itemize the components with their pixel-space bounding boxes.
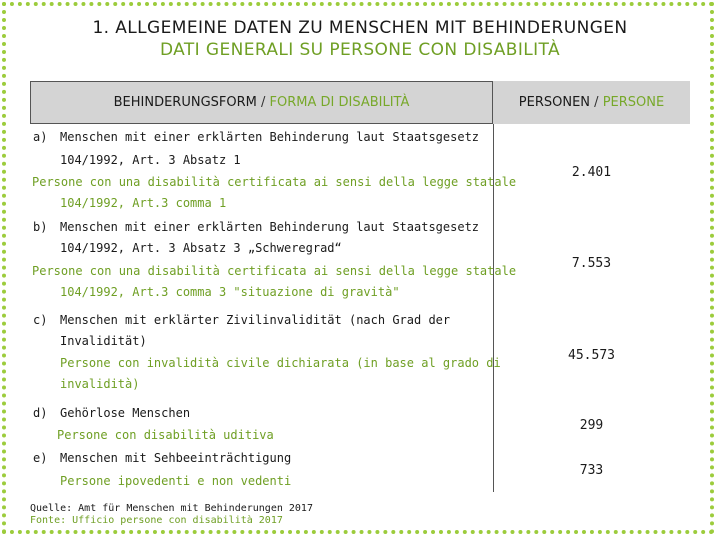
row-c-german-line1: Menschen mit erklärter Zivilinvalidität (nach Grad der — [60, 313, 451, 327]
row-b-italian-line2: 104/1992, Art.3 comma 3 "situazione di gravità" — [60, 285, 400, 299]
row-b-german-line1: Menschen mit einer erklärten Behinderung laut Staatsgesetz — [60, 220, 480, 234]
header-persons — [493, 81, 690, 124]
source-italian: Fonte: Ufficio persone con disabilità 2017 — [30, 515, 283, 526]
row-a-italian-line1: Persone con una disabilità certificata ai sensi della legge statale — [32, 175, 517, 189]
row-d-count: 299 — [579, 418, 604, 433]
row-a-italian-line2: 104/1992, Art.3 comma 1 — [60, 196, 227, 210]
header-form-german: BEHINDERUNGSFORM — [113, 95, 257, 110]
row-c-german-line2: Invalidität) — [60, 334, 147, 348]
row-b-letter: b) — [33, 220, 48, 234]
row-b-german-line2: 104/1992, Art. 3 Absatz 3 „Schweregrad“ — [60, 241, 342, 255]
title-german: 1. ALLGEMEINE DATEN ZU MENSCHEN MIT BEHINDERUNGEN — [92, 18, 628, 38]
row-c-letter: c) — [33, 313, 48, 327]
row-d-italian-line1: Persone con disabilità uditiva — [57, 428, 274, 442]
row-b-italian-line1: Persone con una disabilità certificata ai sensi della legge statale — [32, 264, 517, 278]
row-d-german-line1: Gehörlose Menschen — [60, 406, 191, 420]
row-a-letter: a) — [33, 130, 48, 144]
row-c-count: 45.573 — [568, 348, 615, 363]
source-german: Quelle: Amt für Menschen mit Behinderungen 2017 — [30, 503, 313, 514]
title-italian: DATI GENERALI SU PERSONE CON DISABILITÀ — [159, 40, 561, 60]
header-persons-german: PERSONEN — [518, 95, 591, 110]
row-e-count: 733 — [579, 463, 604, 478]
header-form-separator: / — [256, 95, 270, 110]
header-disability-form — [30, 81, 493, 124]
row-e-italian-line1: Persone ipovedenti e non vedenti — [60, 474, 292, 488]
header-form-italian: FORMA DI DISABILITÀ — [269, 95, 410, 110]
row-a-german-line2: 104/1992, Art. 3 Absatz 1 — [60, 153, 241, 167]
row-b-count: 7.553 — [571, 256, 612, 271]
row-d-letter: d) — [33, 406, 48, 420]
header-persons-separator: / — [590, 95, 603, 110]
row-a-count: 2.401 — [571, 165, 612, 180]
row-c-italian-line2: invalidità) — [60, 377, 140, 391]
row-a-german-line1: Menschen mit einer erklärten Behinderung laut Staatsgesetz — [60, 130, 480, 144]
row-c-italian-line1: Persone con invalidità civile dichiarata (in base al grado di — [60, 356, 501, 370]
row-e-german-line1: Menschen mit Sehbeeinträchtigung — [60, 451, 292, 465]
header-persons-italian: PERSONE — [602, 95, 665, 110]
row-e-letter: e) — [33, 451, 48, 465]
